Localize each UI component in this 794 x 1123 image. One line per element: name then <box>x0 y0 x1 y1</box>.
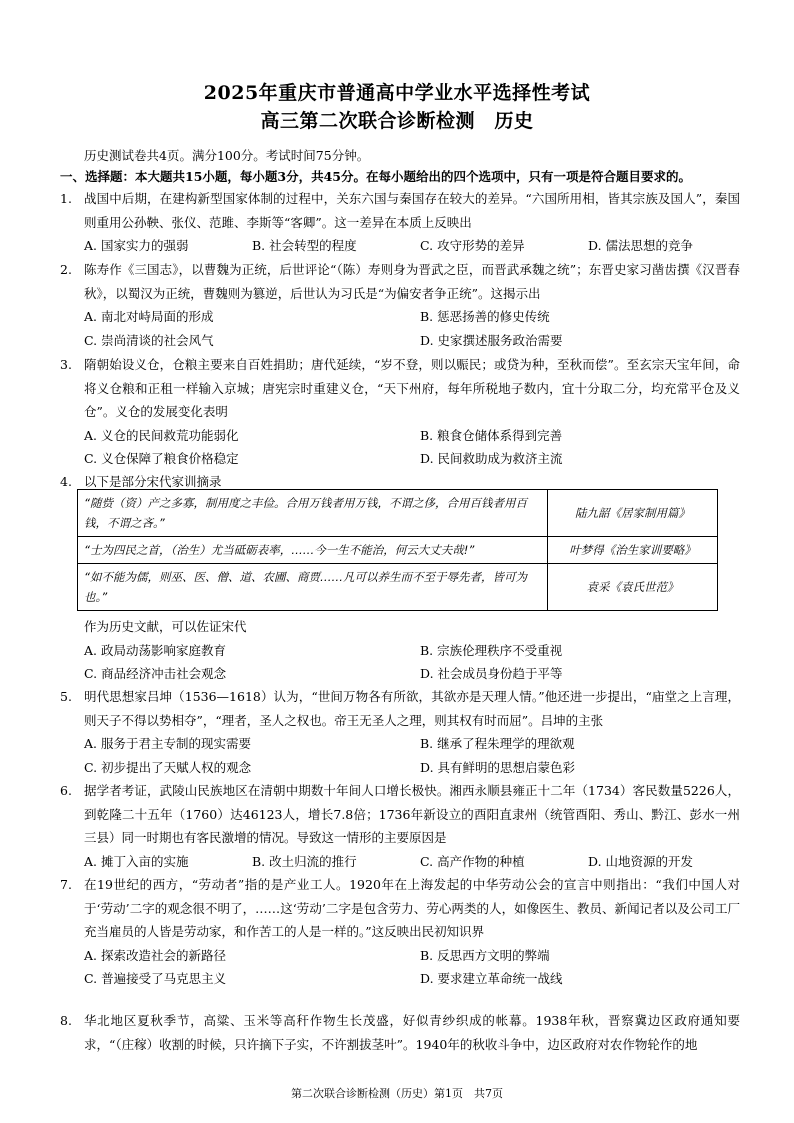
question-stem-after: 作为历史文献，可以佐证宋代 <box>84 619 247 634</box>
option-a: A. 南北对峙局面的形成 <box>84 309 214 324</box>
question-7 <box>60 873 740 991</box>
option-b: B. 粮食仓储体系得到完善 <box>420 427 563 443</box>
section-heading: 一、选择题：本大题共15小题，每小题3分，共45分。在每小题给出的四个选项中，只有一项是符合题目要求的。 <box>60 169 691 184</box>
option-a: A. 探索改造社会的新路径 <box>84 947 226 963</box>
option-c: C. 商品经济冲击社会观念 <box>84 666 227 681</box>
question-number: 7. <box>60 877 72 892</box>
option-a: A. 义仓的民间救荒功能弱化 <box>84 427 239 443</box>
page-footer: 第二次联合诊断检测（历史）第1页 共7页 <box>291 1087 503 1100</box>
option-d: D. 儒法思想的竞争 <box>588 238 694 253</box>
option-c: C. 初步提出了天赋人权的观念 <box>84 759 252 775</box>
question-stem: 以下是部分宋代家训摘录 <box>84 474 222 489</box>
option-b: B. 改土归流的推行 <box>252 853 357 869</box>
question-4-continued <box>60 615 740 686</box>
option-a: A. 服务于君主专制的现实需要 <box>84 736 251 751</box>
option-a: A. 摊丁入亩的实施 <box>84 853 189 869</box>
table-source: 陆九韶《居家制用篇》 <box>548 490 718 537</box>
table-source: 叶梦得《治生家训要略》 <box>548 537 718 564</box>
option-c: C. 攻守形势的差异 <box>420 238 525 253</box>
question-1 <box>60 187 740 258</box>
question-options <box>84 305 740 329</box>
question-stem: 明代思想家吕坤（1536—1618）认为，“世间万物各有所欲，其欲亦是天理人情。”他还进一步提出，“庙堂之上言理，则天子不得以势相夺”，“理者，圣人之权也。帝王无圣人之理，则其权有时而屈”。吕坤的主张 <box>84 689 740 728</box>
exam-title: 2025年重庆市普通高中学业水平选择性考试 <box>203 82 591 104</box>
question-options <box>84 756 740 780</box>
option-d: D. 具有鲜明的思想启蒙色彩 <box>420 759 576 775</box>
question-number: 3. <box>60 357 72 372</box>
question-stem: 据学者考证，武陵山民族地区在清朝中期数十年间人口增长极快。湘西永顺县雍正十二年（1734）客民数量5226人，到乾隆二十五年（1760）达46123人，增长7.8倍；1736年新设立的酉阳直隶州（统管酉阳、秀山、黔江、彭水一州三县）同一时期也有客民激增的情况。导致这一情形的主要原因是 <box>84 783 740 845</box>
option-d: D. 要求建立革命统一战线 <box>420 971 563 986</box>
table-quote: “随赀（资）产之多寡，制用度之丰俭。合用万钱者用万钱，不谓之侈，合用百钱者用百钱，不谓之吝。” <box>78 490 548 537</box>
question-options <box>84 944 740 968</box>
question-options <box>84 447 740 471</box>
question-6 <box>60 779 740 873</box>
question-number: 1. <box>60 191 72 206</box>
option-d: D. 山地资源的开发 <box>588 853 694 869</box>
question-number: 4. <box>60 474 72 489</box>
question-2 <box>60 258 740 352</box>
table-source: 袁采《袁氏世范》 <box>548 564 718 611</box>
option-a: A. 国家实力的强弱 <box>84 238 189 253</box>
question-stem: 华北地区夏秋季节，高粱、玉米等高秆作物生长茂盛，好似青纱织成的帐幕。1938年秋，晋察冀边区政府通知要求，“（庄稼）收割的时候，只许摘下子实，不许割拔茎叶”。1940年的秋收斗争中，边区政府对农作物轮作的地 <box>84 1013 740 1052</box>
table-row <box>78 564 718 611</box>
option-d: D. 社会成员身份趋于平等 <box>420 666 563 681</box>
option-d: D. 史家撰述服务政治需要 <box>420 332 563 348</box>
exam-subtitle: 高三第二次联合诊断检测 历史 <box>260 110 534 132</box>
option-b: B. 宗族伦理秩序不受重视 <box>420 642 563 658</box>
question-options <box>84 329 740 353</box>
family-instructions-table <box>77 489 718 611</box>
question-stem: 在19世纪的西方，“劳动者”指的是产业工人。1920年在上海发起的中华劳动公会的宣言中则指出：“我们中国人对于‘劳动’二字的观念很不明了，……这‘劳动’二字是包含劳力、劳心两类的人，如像医生、教员、新闻记者以及公司工厂充当雇员的人皆是劳动家，和作苦工的人是一样的。”这反映出民初知识界 <box>84 877 740 939</box>
option-b: B. 社会转型的程度 <box>252 238 357 253</box>
option-b: B. 继承了程朱理学的理欲观 <box>420 736 575 751</box>
table-quote: “如不能为儒，则巫、医、僧、道、农圃、商贾……凡可以养生而不至于辱先者，皆可为也。” <box>78 564 548 611</box>
question-8 <box>60 1009 740 1056</box>
question-options <box>84 424 740 448</box>
question-number: 6. <box>60 783 72 798</box>
question-options <box>84 639 740 663</box>
question-options <box>84 732 740 756</box>
question-options <box>84 234 740 258</box>
table-row <box>78 490 718 537</box>
question-stem: 战国中后期，在建构新型国家体制的过程中，关东六国与秦国存在较大的差异。“六国所用相，皆其宗族及国人”，秦国则重用公孙鞅、张仪、范雎、李斯等“客卿”。这一差异在本质上反映出 <box>84 191 740 230</box>
option-c: C. 义仓保障了粮食价格稳定 <box>84 451 239 466</box>
question-number: 8. <box>60 1013 72 1028</box>
option-c: C. 高产作物的种植 <box>420 853 525 869</box>
question-3 <box>60 353 740 471</box>
option-c: C. 普遍接受了马克思主义 <box>84 971 227 986</box>
question-5 <box>60 685 740 779</box>
question-stem: 隋朝始设义仓，仓粮主要来自百姓捐助；唐代延续，“岁不登，则以赈民；或贷为种，至秋而偿”。至玄宗天宝年间，命将义仓粮和正租一样输入京城；唐宪宗时重建义仓，“天下州府，每年所税地子数内，宜十分取二分，均充常平仓及义仓”。义仓的发展变化表明 <box>84 357 740 419</box>
option-b: B. 反思西方文明的弊端 <box>420 947 550 963</box>
question-number: 5. <box>60 689 72 704</box>
question-options <box>84 850 740 874</box>
question-options <box>84 967 740 991</box>
question-stem: 陈寿作《三国志》，以曹魏为正统，后世评论“（陈）寿则身为晋武之臣，而晋武承魏之统”；东晋史家习凿齿撰《汉晋春秋》，以蜀汉为正统，曹魏则为篡逆，后世认为习氏是“为偏安者争正统”。这揭示出 <box>84 262 740 301</box>
option-c: C. 崇尚清谈的社会风气 <box>84 332 214 348</box>
option-a: A. 政局动荡影响家庭教育 <box>84 642 226 658</box>
question-number: 2. <box>60 262 72 277</box>
table-row <box>78 537 718 564</box>
option-d: D. 民间救助成为救济主流 <box>420 451 563 466</box>
table-quote: “士为四民之首，（治生）尤当砥砺表率，……今一生不能治，何云大丈夫哉!” <box>78 537 548 564</box>
exam-intro: 历史测试卷共4页。满分100分。考试时间75分钟。 <box>84 148 370 163</box>
option-b: B. 惩恶扬善的修史传统 <box>420 309 550 324</box>
question-options <box>84 662 740 686</box>
